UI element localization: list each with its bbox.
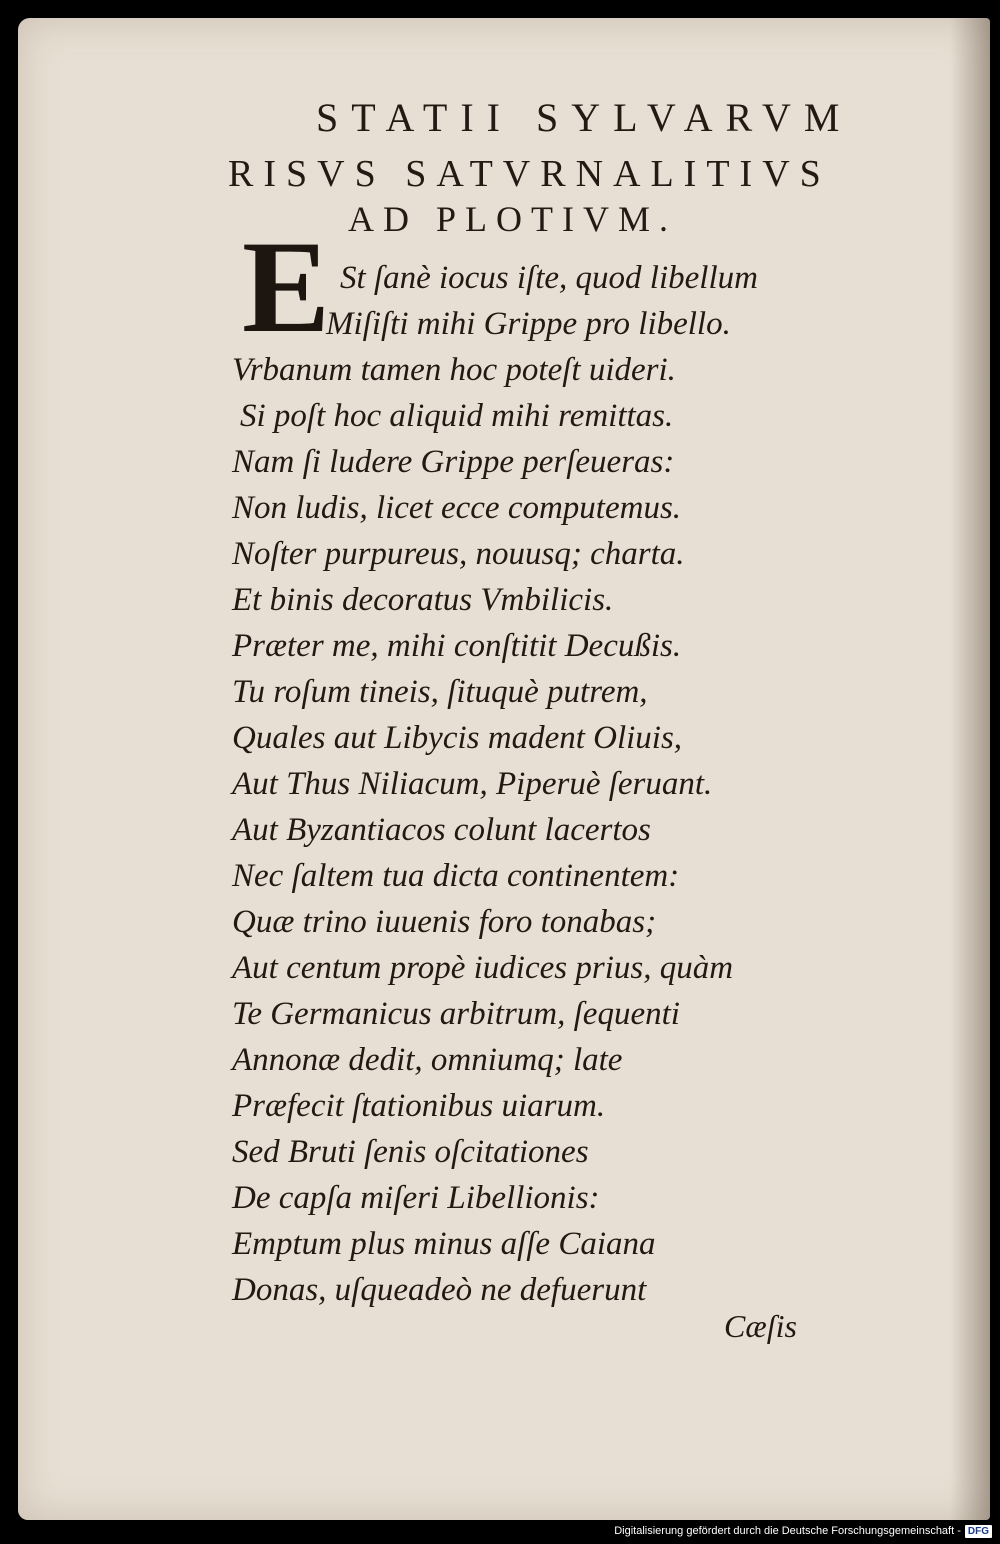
catchword: Cæſis: [724, 1308, 797, 1344]
verse-line: Annonæ dedit, omniumq; late: [232, 1042, 623, 1078]
verse-line: Aut centum propè iudices prius, quàm: [232, 950, 734, 986]
verse-line: Aut Thus Niliacum, Piperuè ſeruant.: [232, 766, 713, 802]
verse-line: Donas, uſqueadeò ne defuerunt: [232, 1272, 647, 1308]
digitization-credit: [614, 1522, 992, 1540]
verse-line: Te Germanicus arbitrum, ſequenti: [232, 996, 680, 1032]
verse-line: Nec ſaltem tua dicta continentem:: [232, 858, 680, 894]
verse-line: Et binis decoratus Vmbilicis.: [232, 582, 614, 618]
verse-line: Aut Byzantiacos colunt lacertos: [232, 812, 651, 848]
verse-line: Emptum plus minus aſſe Caiana: [232, 1226, 656, 1262]
poem-verses: [18, 18, 990, 1520]
verse-line: Nam ſi ludere Grippe perſeueras:: [232, 444, 675, 480]
verse-line: De capſa miſeri Libellionis:: [232, 1180, 600, 1216]
dfg-logo-icon: DFG: [965, 1525, 992, 1538]
credit-text: Digitalisierung gefördert durch die Deutsche Forschungsgemeinschaft -: [614, 1525, 961, 1537]
book-page: [18, 18, 990, 1520]
verse-line: Si poſt hoc aliquid mihi remittas.: [240, 398, 674, 434]
verse-line: Præfecit ſtationibus uiarum.: [232, 1088, 606, 1124]
verse-line: Quæ trino iuuenis foro tonabas;: [232, 904, 657, 940]
verse-line: Non ludis, licet ecce computemus.: [232, 490, 682, 526]
poem-subtitle: AD PLOTIVM.: [348, 199, 677, 239]
verse-line: Noſter purpureus, nouusq; charta.: [232, 536, 685, 572]
verse-line: Tu roſum tineis, ſituquè putrem,: [232, 674, 648, 710]
running-head: STATII SYLVARVM: [316, 95, 853, 140]
verse-line: Præter me, mihi conſtitit Decußis.: [232, 628, 682, 664]
poem-title: RISVS SATVRNALITIVS: [228, 153, 831, 195]
verse-line: Sed Bruti ſenis oſcitationes: [232, 1134, 589, 1170]
verse-line: Quales aut Libycis madent Oliuis,: [232, 720, 683, 756]
verse-line: Miſiſti mihi Grippe pro libello.: [326, 306, 731, 342]
verse-line: St ſanè iocus iſte, quod libellum: [340, 260, 758, 296]
verse-line: Vrbanum tamen hoc poteſt uideri.: [232, 352, 676, 388]
drop-cap-initial: E: [242, 213, 331, 360]
